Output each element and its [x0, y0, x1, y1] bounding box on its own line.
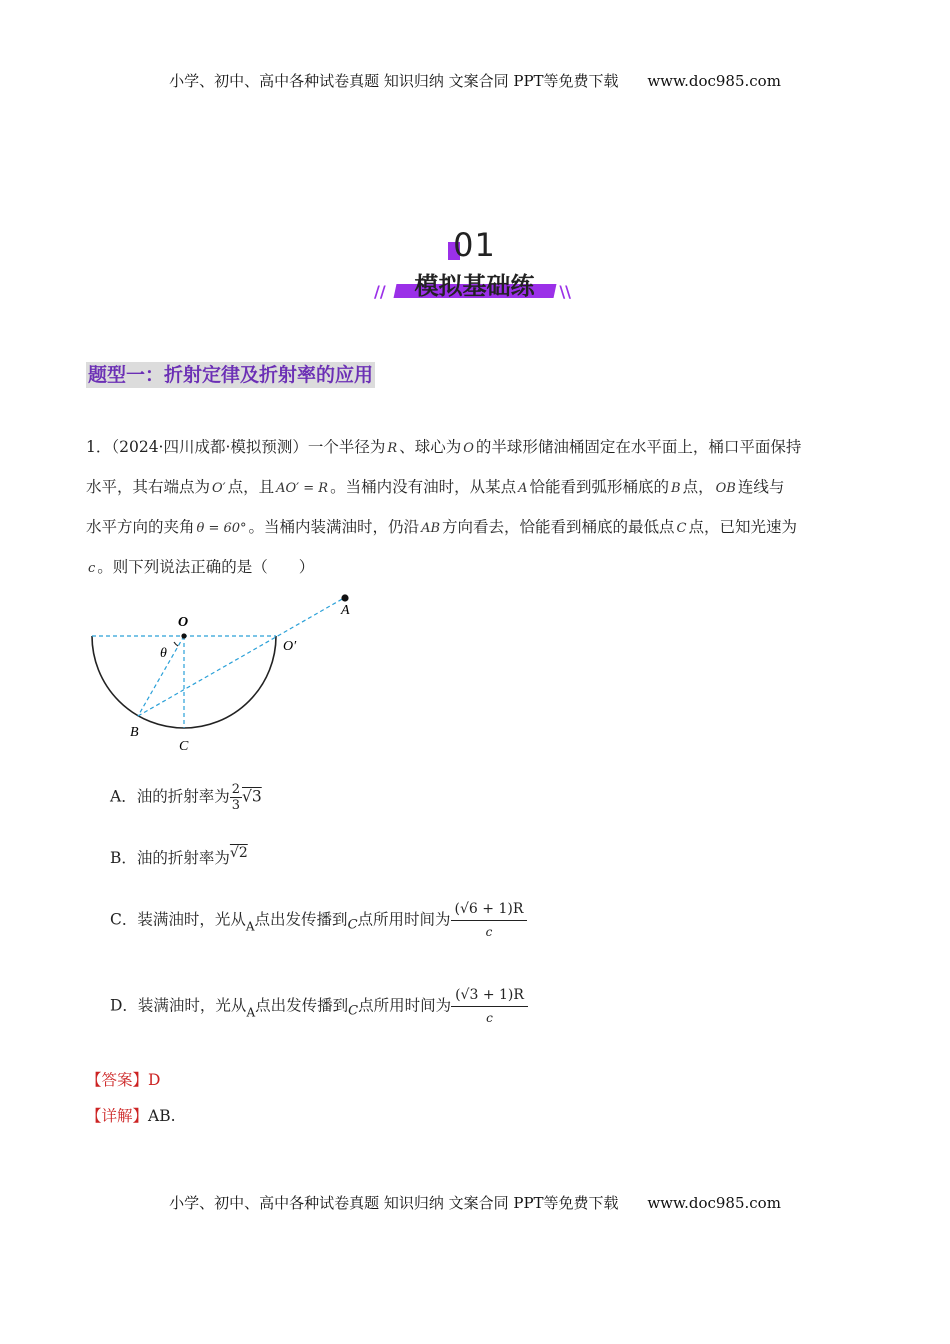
banner-title: 模拟基础练: [414, 272, 535, 300]
section-banner: [372, 226, 577, 306]
detail-line: [86, 1104, 176, 1126]
footer-text: 小学、初中、高中各种试卷真题 知识归纳 文案合同 PPT等免费下载: [169, 1194, 619, 1212]
option-d[interactable]: D．装满油时，光从$_A$点出发传播到$_C$点所用时间为 $\frac{(√3 + 1)R}{c}$: [110, 984, 528, 1029]
section-title: 题型一：折射定律及折射率的应用: [88, 364, 374, 386]
banner-number: 01: [453, 226, 496, 264]
question-line-3: 水平方向的夹角 θ = 60° 。当桶内装满油时，仍沿 AB 方向看去，恰能看到桶底的最低点 C 点，已知光速为: [86, 518, 797, 536]
label-c: C: [179, 739, 189, 754]
option-d-fraction: $\frac{(√3 + 1)R}{c}$: [451, 984, 528, 1029]
label-a: A: [341, 603, 350, 618]
option-c-fraction: $\frac{(√6 + 1)R}{c}$: [451, 898, 528, 943]
center-point-o: [181, 633, 186, 638]
hemisphere-diagram: [86, 590, 376, 760]
label-o: O: [178, 615, 189, 630]
header-site[interactable]: www.doc985.com: [647, 72, 781, 90]
question-line-1: 1．（2024·四川成都·模拟预测）一个半径为 R 、球心为 O 的半球形储油桶固定在水平面上，桶口平面保持: [86, 438, 802, 456]
label-o-prime: O′: [283, 639, 297, 654]
banner-right-mark: \\: [559, 282, 571, 301]
option-a-fraction: $\frac{2}{3}$: [231, 782, 240, 813]
banner-left-mark: //: [374, 282, 386, 301]
page-header: [0, 70, 950, 91]
detail-text: AB.: [148, 1107, 176, 1125]
theta-angle-arc: [174, 642, 178, 646]
point-a: [341, 594, 348, 601]
label-b: B: [130, 725, 139, 740]
question-text: [86, 428, 866, 588]
header-text: 小学、初中、高中各种试卷真题 知识归纳 文案合同 PPT等免费下载: [169, 72, 619, 90]
answer-tag: 【答案】: [86, 1071, 149, 1089]
option-c[interactable]: C．装满油时，光从$_A$点出发传播到$_C$点所用时间为 $\frac{(√6 + 1)R}{c}$: [110, 898, 527, 943]
question-line-2: 水平，其右端点为 O′ 点，且 AO′ = R 。当桶内没有油时，从某点 A 恰能看到弧形桶底的 B 点， OB 连线与: [86, 478, 785, 496]
ab-ray: [138, 598, 344, 716]
answer-value: D: [148, 1071, 161, 1089]
question-line-4: c 。则下列说法正确的是（ ）: [88, 558, 315, 576]
footer-site[interactable]: www.doc985.com: [647, 1194, 781, 1212]
option-b[interactable]: B．油的折射率为√2: [110, 845, 248, 867]
label-theta: θ: [160, 646, 167, 661]
answer-line: [86, 1068, 160, 1090]
option-a[interactable]: A．油的折射率为 $\frac{2}{3}$ √3: [110, 782, 262, 813]
page-footer: [0, 1192, 950, 1213]
detail-tag: 【详解】: [86, 1107, 149, 1125]
